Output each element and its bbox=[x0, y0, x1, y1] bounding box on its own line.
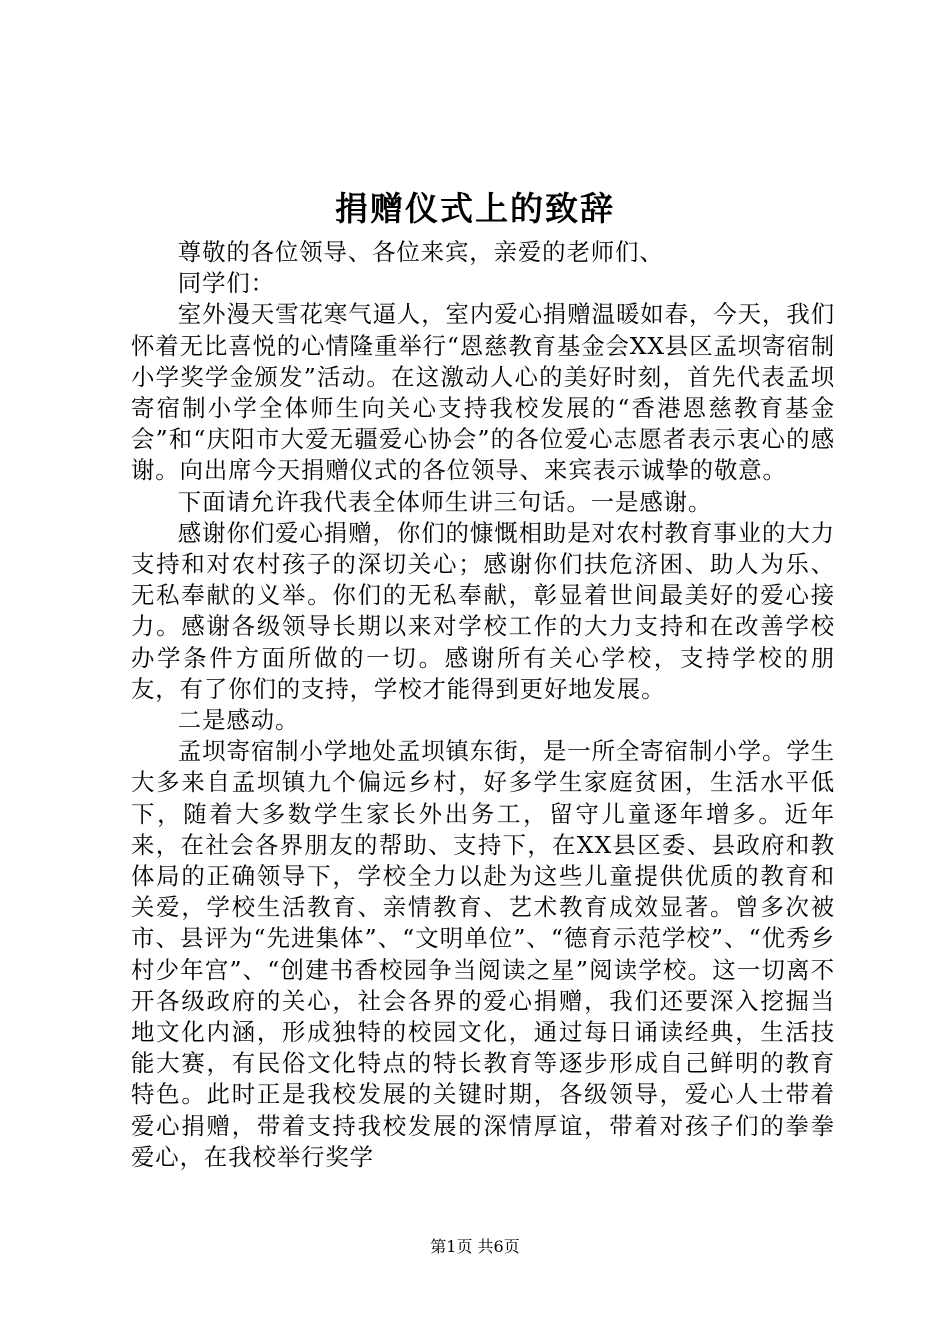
document-body bbox=[131, 237, 835, 1173]
body-paragraph: 下面请允许我代表全体师生讲三句话。一是感谢。 bbox=[177, 487, 713, 516]
body-paragraph: 感谢你们爱心捐赠，你们的慷慨相助是对农村教育事业的大力支持和对农村孩子的深切关心；感谢你们扶危济困、助人为乐、无私奉献的义举。你们的无私奉献，彰显着世间最美好的爱心接力。感谢各级领导长期以来对学校工作的大力支持和在改善学校办学条件方面所做的一切。感谢所有关心学校，支持学校的朋友，有了你们的支持，学校才能得到更好地发展。 bbox=[131, 518, 835, 703]
body-paragraph: 室外漫天雪花寒气逼人，室内爱心捐赠温暖如春，今天，我们怀着无比喜悦的心情隆重举行“恩慈教育基金会XX县区孟坝寄宿制小学奖学金颁发”活动。在这激动人心的美好时刻，首先代表孟坝寄宿制小学全体师生向关心支持我校发展的“香港恩慈教育基金会”和“庆阳市大爱无疆爱心协会”的各位爱心志愿者表示衷心的感谢。向出席今天捐赠仪式的各位领导、来宾表示诚挚的敬意。 bbox=[131, 300, 835, 485]
body-paragraph: 二是感动。 bbox=[177, 706, 300, 735]
page-number-footer: 第1页 共6页 bbox=[430, 1237, 520, 1256]
page-title: 捐赠仪式上的致辞 bbox=[335, 189, 615, 228]
salutation-line: 尊敬的各位领导、各位来宾，亲爱的老师们、 bbox=[177, 238, 664, 266]
body-paragraph: 孟坝寄宿制小学地处孟坝镇东街，是一所全寄宿制小学。学生大多来自孟坝镇九个偏远乡村，好多学生家庭贫困，生活水平低下，随着大多数学生家长外出务工，留守儿童逐年增多。近年来，在社会各界朋友的帮助、支持下，在XX县区委、县政府和教体局的正确领导下，学校全力以赴为这些儿童提供优质的教育和关爱，学校生活教育、亲情教育、艺术教育成效显著。曾多次被市、县评为“先进集体”、“文明单位”、“德育示范学校”、“优秀乡村少年宫”、“创建书香校园争当阅读之星”阅读学校。这一切离不开各级政府的关心，社会各界的爱心捐赠，我们还要深入挖掘当地文化内涵，形成独特的校园文化，通过每日诵读经典，生活技能大赛，有民俗文化特点的特长教育等逐步形成自己鲜明的教育特色。此时正是我校发展的关键时期，各级领导，爱心人士带着爱心捐赠，带着支持我校发展的深情厚谊，带着对孩子们的拳拳爱心，在我校举行奖学 bbox=[131, 737, 835, 1171]
salutation-line: 同学们： bbox=[177, 269, 275, 298]
